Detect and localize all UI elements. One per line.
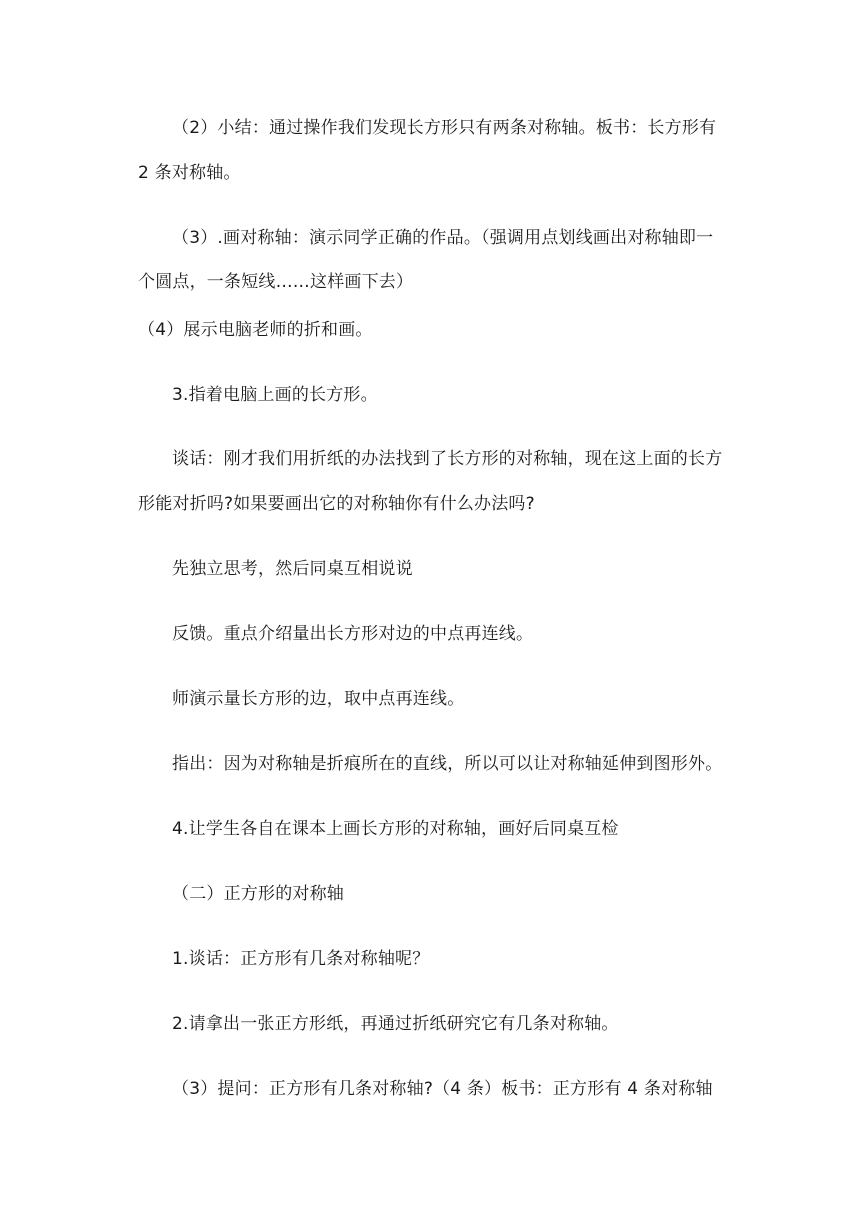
paragraph-computer-demo: （4）展示电脑老师的折和画。 [138, 320, 373, 340]
paragraph-summary-line-2: 2 条对称轴。 [138, 163, 241, 183]
paragraph-square-question: （3）提问：正方形有几条对称轴?（4 条）板书：正方形有 4 条对称轴 [172, 1079, 713, 1099]
paragraph-talk-line-1: 谈话：刚才我们用折纸的办法找到了长方形的对称轴，现在这上面的长方 [172, 449, 723, 469]
paragraph-draw-axis-line-1: （3）.画对称轴：演示同学正确的作品。（强调用点划线画出对称轴即一 [172, 228, 714, 248]
paragraph-step-3: 3.指着电脑上画的长方形。 [172, 385, 378, 405]
section-heading-square-axis: （二）正方形的对称轴 [172, 884, 344, 904]
paragraph-talk-line-2: 形能对折吗?如果要画出它的对称轴你有什么办法吗? [138, 494, 535, 514]
paragraph-feedback: 反馈。重点介绍量出长方形对边的中点再连线。 [172, 624, 534, 644]
paragraph-square-talk: 1.谈话：正方形有几条对称轴呢？ [172, 949, 430, 969]
paragraph-summary-line-1: （2）小结：通过操作我们发现长方形只有两条对称轴。板书：长方形有 [172, 118, 717, 138]
paragraph-think: 先独立思考，然后同桌互相说说 [172, 559, 413, 579]
paragraph-step-4: 4.让学生各自在课本上画长方形的对称轴，画好后同桌互检 [172, 819, 619, 839]
paragraph-point-out: 指出：因为对称轴是折痕所在的直线，所以可以让对称轴延伸到图形外。 [172, 754, 723, 774]
paragraph-square-fold: 2.请拿出一张正方形纸，再通过折纸研究它有几条对称轴。 [172, 1014, 619, 1034]
paragraph-draw-axis-line-2: 个圆点，一条短线……这样画下去） [138, 272, 414, 292]
paragraph-teacher-demo: 师演示量长方形的边，取中点再连线。 [172, 689, 465, 709]
